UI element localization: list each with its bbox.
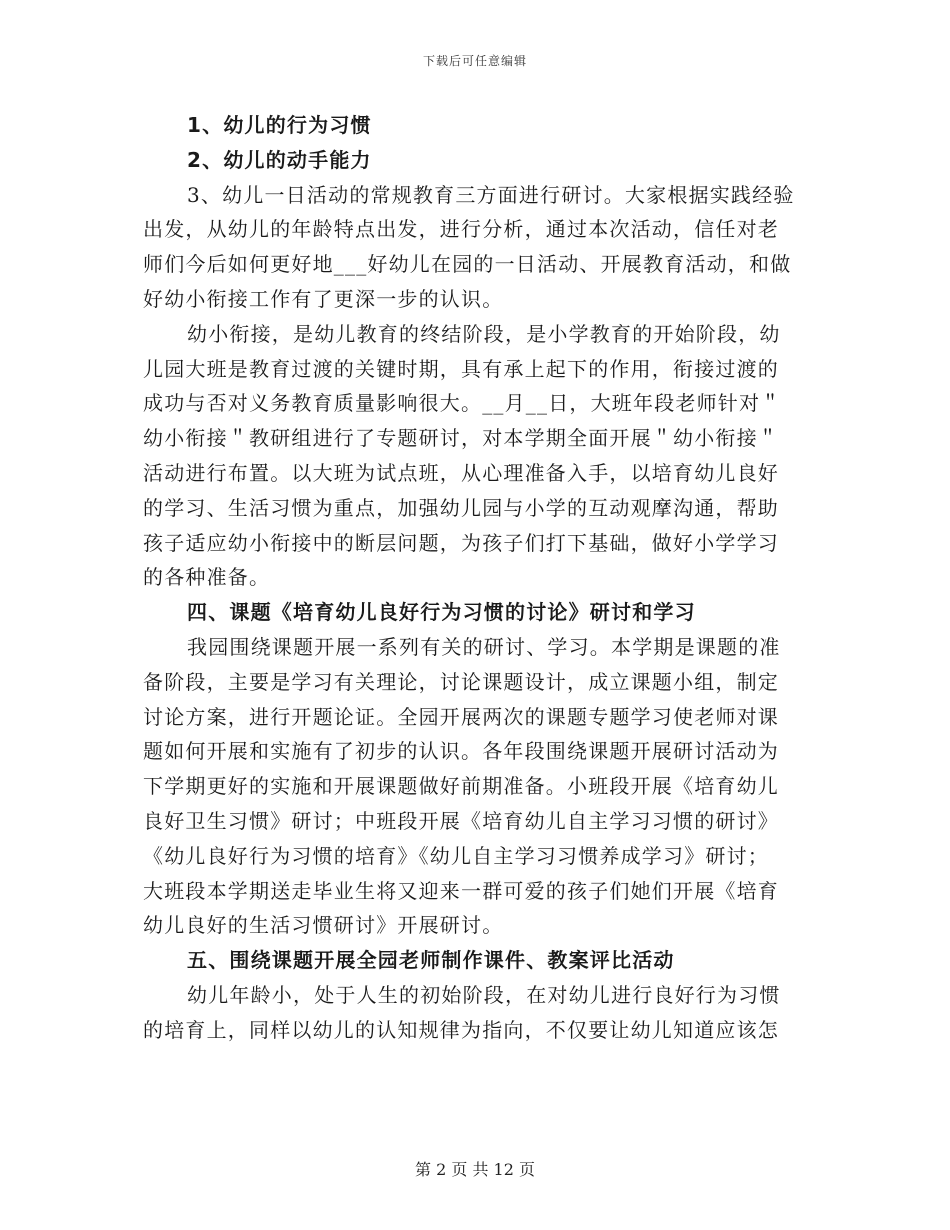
paragraph-line: 题如何开展和实施有了初步的认识。各年段围绕课题开展研讨活动为 <box>143 739 779 764</box>
paragraph-line: 备阶段，主要是学习有关理论，讨论课题设计，成立课题小组，制定 <box>143 669 779 694</box>
paragraph-line: 幼儿年龄小，处于人生的初始阶段，在对幼儿进行良好行为习惯 <box>187 982 781 1007</box>
paragraph-line: 下学期更好的实施和开展课题做好前期准备。小班段开展《培育幼儿 <box>143 774 779 799</box>
paragraph-line: 《幼儿良好行为习惯的培育》《幼儿自主学习习惯养成学习》研讨； <box>143 843 769 868</box>
paragraph-line: 孩子适应幼小衔接中的断层问题，为孩子们打下基础，做好小学学习 <box>143 530 779 555</box>
paragraph-line: 活动进行布置。以大班为试点班，从心理准备入手，以培育幼儿良好 <box>143 460 779 485</box>
paragraph-line: 的培育上，同样以幼儿的认知规律为指向，不仅要让幼儿知道应该怎 <box>143 1017 779 1042</box>
paragraph-line: 我园围绕课题开展一系列有关的研讨、学习。本学期是课题的准 <box>187 634 781 659</box>
paragraph-line: 出发，从幼儿的年龄特点出发，进行分析，通过本次活动，信任对老 <box>143 217 779 242</box>
paragraph-line: 幼儿良好的生活习惯研讨》开展研讨。 <box>143 913 504 938</box>
paragraph-line: 幼小衔接＂教研组进行了专题研讨，对本学期全面开展＂幼小衔接＂ <box>143 426 779 451</box>
paragraph-line: 的各种准备。 <box>143 565 271 590</box>
paragraph-line: 良好卫生习惯》研讨；中班段开展《培育幼儿自主学习习惯的研讨》 <box>143 808 779 833</box>
document-body <box>143 108 807 1048</box>
paragraph-line: 儿园大班是教育过渡的关键时期，具有承上起下的作用，衔接过渡的 <box>143 356 779 381</box>
section-heading: 2、幼儿的动手能力 <box>187 147 372 172</box>
paragraph-line: 成功与否对义务教育质量影响很大。__月__日，大班年段老师针对＂ <box>143 391 782 416</box>
paragraph-line: 3、幼儿一日活动的常规教育三方面进行研讨。大家根据实践经验 <box>187 182 795 207</box>
section-heading: 五、围绕课题开展全园老师制作课件、教案评比活动 <box>187 948 675 973</box>
paragraph-line: 幼小衔接，是幼儿教育的终结阶段，是小学教育的开始阶段，幼 <box>187 321 781 346</box>
paragraph-line: 师们今后如何更好地___好幼儿在园的一日活动、开展教育活动，和做 <box>143 252 792 277</box>
paragraph-line: 的学习、生活习惯为重点，加强幼儿园与小学的互动观摩沟通，帮助 <box>143 495 779 520</box>
page-number: 第 2 页 共 12 页 <box>415 1160 535 1179</box>
section-heading: 四、课题《培育幼儿良好行为习惯的讨论》研讨和学习 <box>187 600 696 625</box>
section-heading: 1、幼儿的行为习惯 <box>187 113 372 137</box>
paragraph-line: 好幼小衔接工作有了更深一步的认识。 <box>143 286 504 311</box>
paragraph-line: 大班段本学期送走毕业生将又迎来一群可爱的孩子们她们开展《培育 <box>143 878 779 903</box>
page-header-note: 下载后可任意编辑 <box>422 54 527 68</box>
paragraph-line: 讨论方案，进行开题论证。全园开展两次的课题专题学习使老师对课 <box>143 704 779 729</box>
